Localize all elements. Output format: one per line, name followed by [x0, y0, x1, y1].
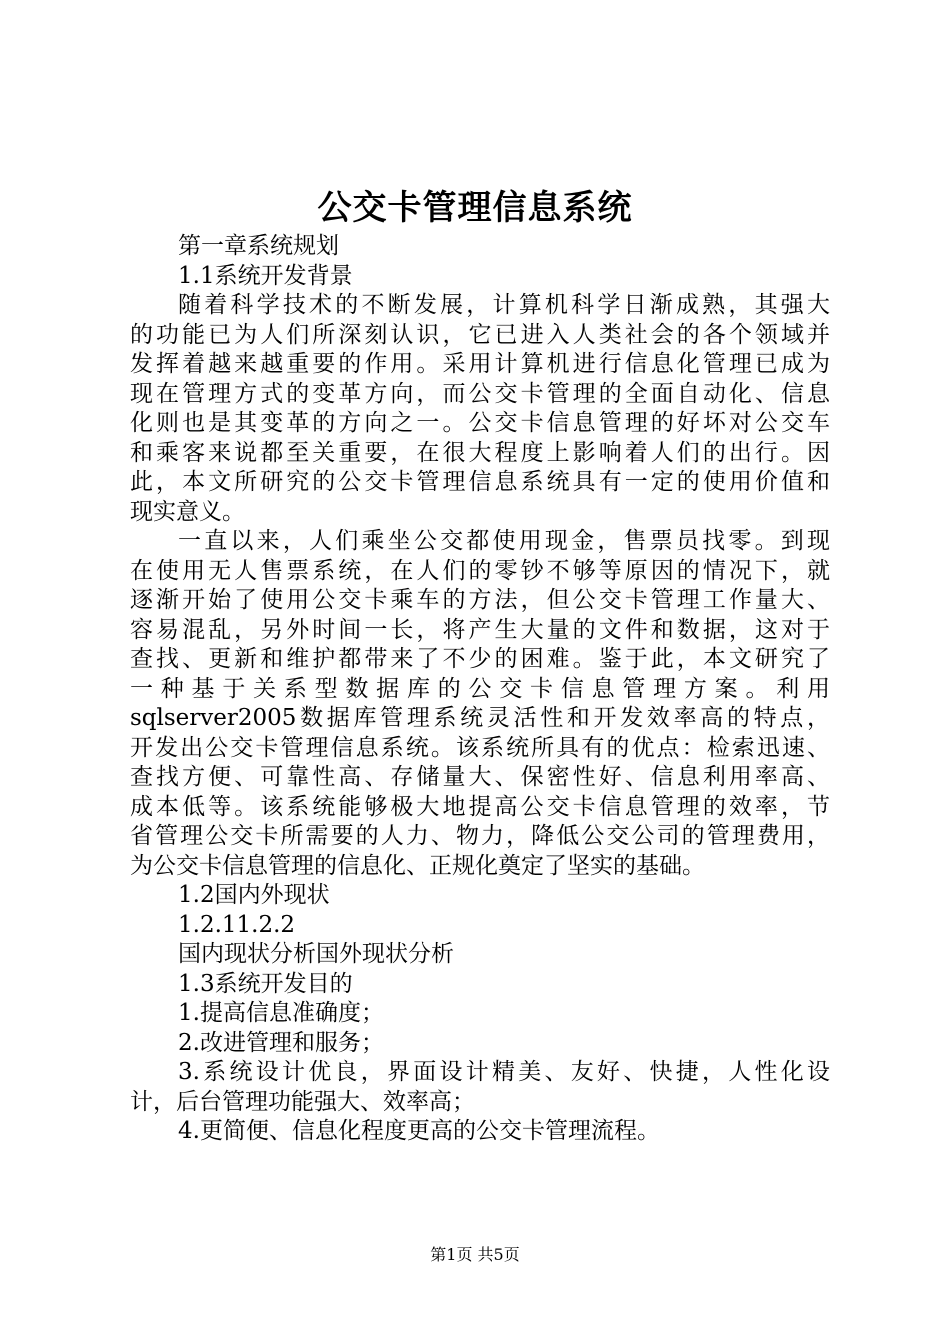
text-line: 1.3系统开发目的 [178, 970, 353, 997]
text-line: 3.系统设计优良，界面设计精美、友好、快捷，人性化设 [178, 1059, 830, 1085]
text-line: 容易混乱，另外时间一长，将产生大量的文件和数据，这对于 [130, 616, 830, 643]
text-line: 第一章系统规划 [178, 233, 339, 259]
text-line: 此，本文所研究的公交卡管理信息系统具有一定的使用价值和 [130, 469, 830, 495]
text-line: 1.2国内外现状 [178, 882, 330, 908]
document-title: 公交卡管理信息系统 [317, 188, 633, 228]
text-line: 开发出公交卡管理信息系统。该系统所具有的优点：检索迅速、 [130, 734, 830, 761]
text-line: 计，后台管理功能强大、效率高； [130, 1088, 475, 1115]
text-line: 1.1系统开发背景 [178, 262, 353, 289]
text-line: 查找、更新和维护都带来了不少的困难。鉴于此，本文研究了 [130, 646, 830, 672]
text-line: 国内现状分析国外现状分析 [178, 941, 454, 967]
text-line: 化则也是其变革的方向之一。公交卡信息管理的好坏对公交车 [130, 410, 830, 436]
text-line: 成本低等。该系统能够极大地提高公交卡信息管理的效率，节 [130, 793, 830, 820]
text-line: 发挥着越来越重要的作用。采用计算机进行信息化管理已成为 [130, 351, 830, 377]
text-line: 的功能已为人们所深刻认识，它已进入人类社会的各个领域并 [130, 321, 830, 348]
text-line: 省管理公交卡所需要的人力、物力，降低公交公司的管理费用， [130, 823, 830, 849]
text-line: 逐渐开始了使用公交卡乘车的方法，但公交卡管理工作量大、 [130, 587, 830, 613]
text-line: 现实意义。 [130, 498, 245, 525]
text-line: 1.提高信息准确度； [178, 1000, 384, 1026]
text-line: 一直以来，人们乘坐公交都使用现金，售票员找零。到现 [178, 528, 830, 554]
text-line: 2.改进管理和服务； [178, 1029, 384, 1056]
text-line: 4.更简便、信息化程度更高的公交卡管理流程。 [178, 1118, 660, 1144]
text-line: 在使用无人售票系统，在人们的零钞不够等原因的情况下，就 [130, 557, 830, 584]
text-line: 现在管理方式的变革方向，而公交卡管理的全面自动化、信息 [130, 380, 830, 407]
text-line: 随着科学技术的不断发展，计算机科学日渐成熟，其强大 [178, 292, 830, 318]
text-line: 一种基于关系型数据库的公交卡信息管理方案。利用 [130, 675, 830, 702]
text-line: 查找方便、可靠性高、存储量大、保密性好、信息利用率高、 [130, 764, 830, 790]
document-body [130, 232, 830, 1147]
text-line: 和乘客来说都至关重要，在很大程度上影响着人们的出行。因 [130, 439, 830, 466]
text-line: sqlserver2005数据库管理系统灵活性和开发效率高的特点， [130, 705, 830, 731]
text-line: 1.2.11.2.2 [178, 911, 296, 938]
page-footer: 第1页 共5页 [430, 1245, 520, 1264]
text-line: 为公交卡信息管理的信息化、正规化奠定了坚实的基础。 [130, 852, 705, 879]
